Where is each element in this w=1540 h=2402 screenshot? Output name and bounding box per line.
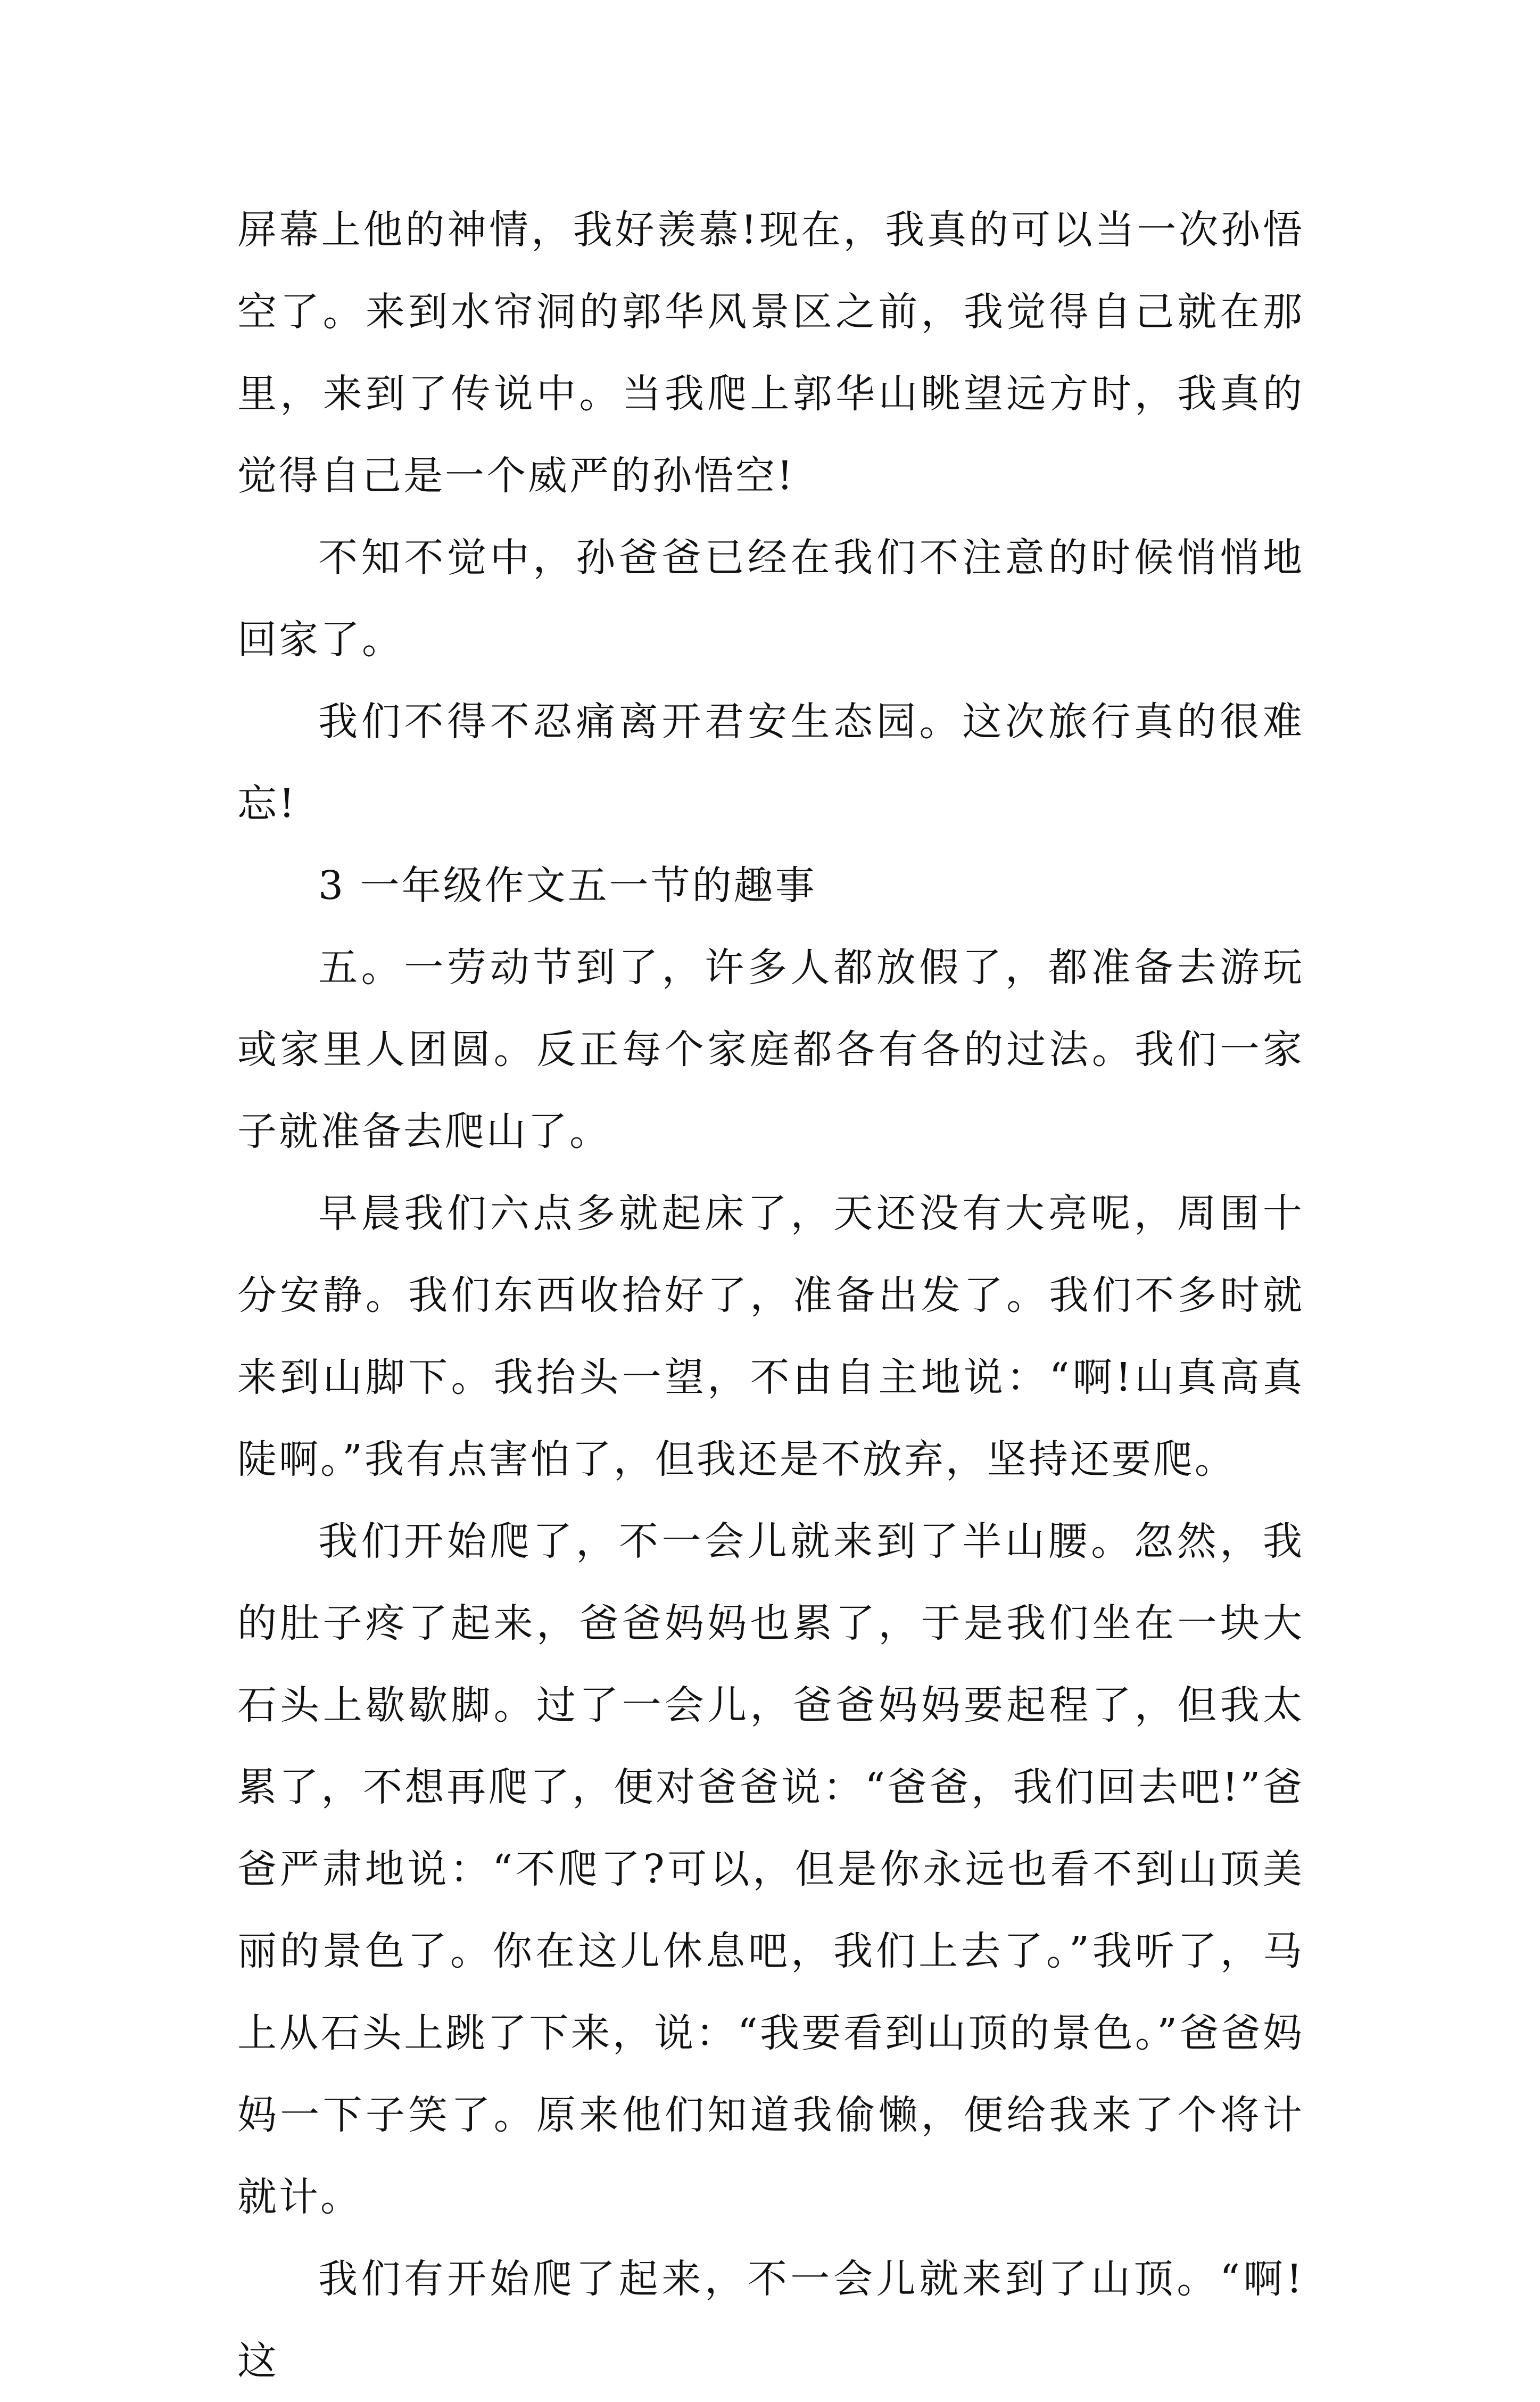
paragraph-7: 我们开始爬了，不一会儿就来到了半山腰。忽然，我的肚子疼了起来，爸爸妈妈也累了，于是我们坐在一块大石头上歇歇脚。过了一会儿，爸爸妈妈要起程了，但我太累了，不想再爬了，便对爸爸说：“爸爸，我们回去吧!”爸爸严肃地说：“不爬了?可以，但是你永远也看不到山顶美丽的景色了。你在这儿休息吧，我们上去了。”我听了，马上从石头上跳了下来，说：“我要看到山顶的景色。”爸爸妈妈一下子笑了。原来他们知道我偷懒，便给我来了个将计就计。 (237, 1518, 1304, 2220)
section-heading: 3 一年级作文五一节的趣事 (318, 863, 817, 909)
paragraph-1: 屏幕上他的神情，我好羡慕!现在，我真的可以当一次孙悟空了。来到水帘洞的郭华风景区之前，我觉得自己就在那里，来到了传说中。当我爬上郭华山眺望远方时，我真的觉得自己是一个威严的孙悟空! (237, 207, 1304, 499)
paragraph-8: 我们有开始爬了起来，不一会儿就来到了山顶。“啊!这 (237, 2256, 1304, 2384)
paragraph-5: 五。一劳动节到了，许多人都放假了，都准备去游玩或家里人团圆。反正每个家庭都各有各的过法。我们一家子就准备去爬山了。 (237, 945, 1304, 1154)
paragraph-2: 不知不觉中，孙爸爸已经在我们不注意的时候悄悄地回家了。 (237, 535, 1304, 663)
document-page (237, 189, 1304, 2402)
paragraph-6: 早晨我们六点多就起床了，天还没有大亮呢，周围十分安静。我们东西收拾好了，准备出发了。我们不多时就来到山脚下。我抬头一望，不由自主地说：“啊!山真高真陡啊。”我有点害怕了，但我还是不放弃，坚持还要爬。 (237, 1191, 1304, 1482)
paragraph-3: 我们不得不忍痛离开君安生态园。这次旅行真的很难忘! (237, 699, 1304, 827)
